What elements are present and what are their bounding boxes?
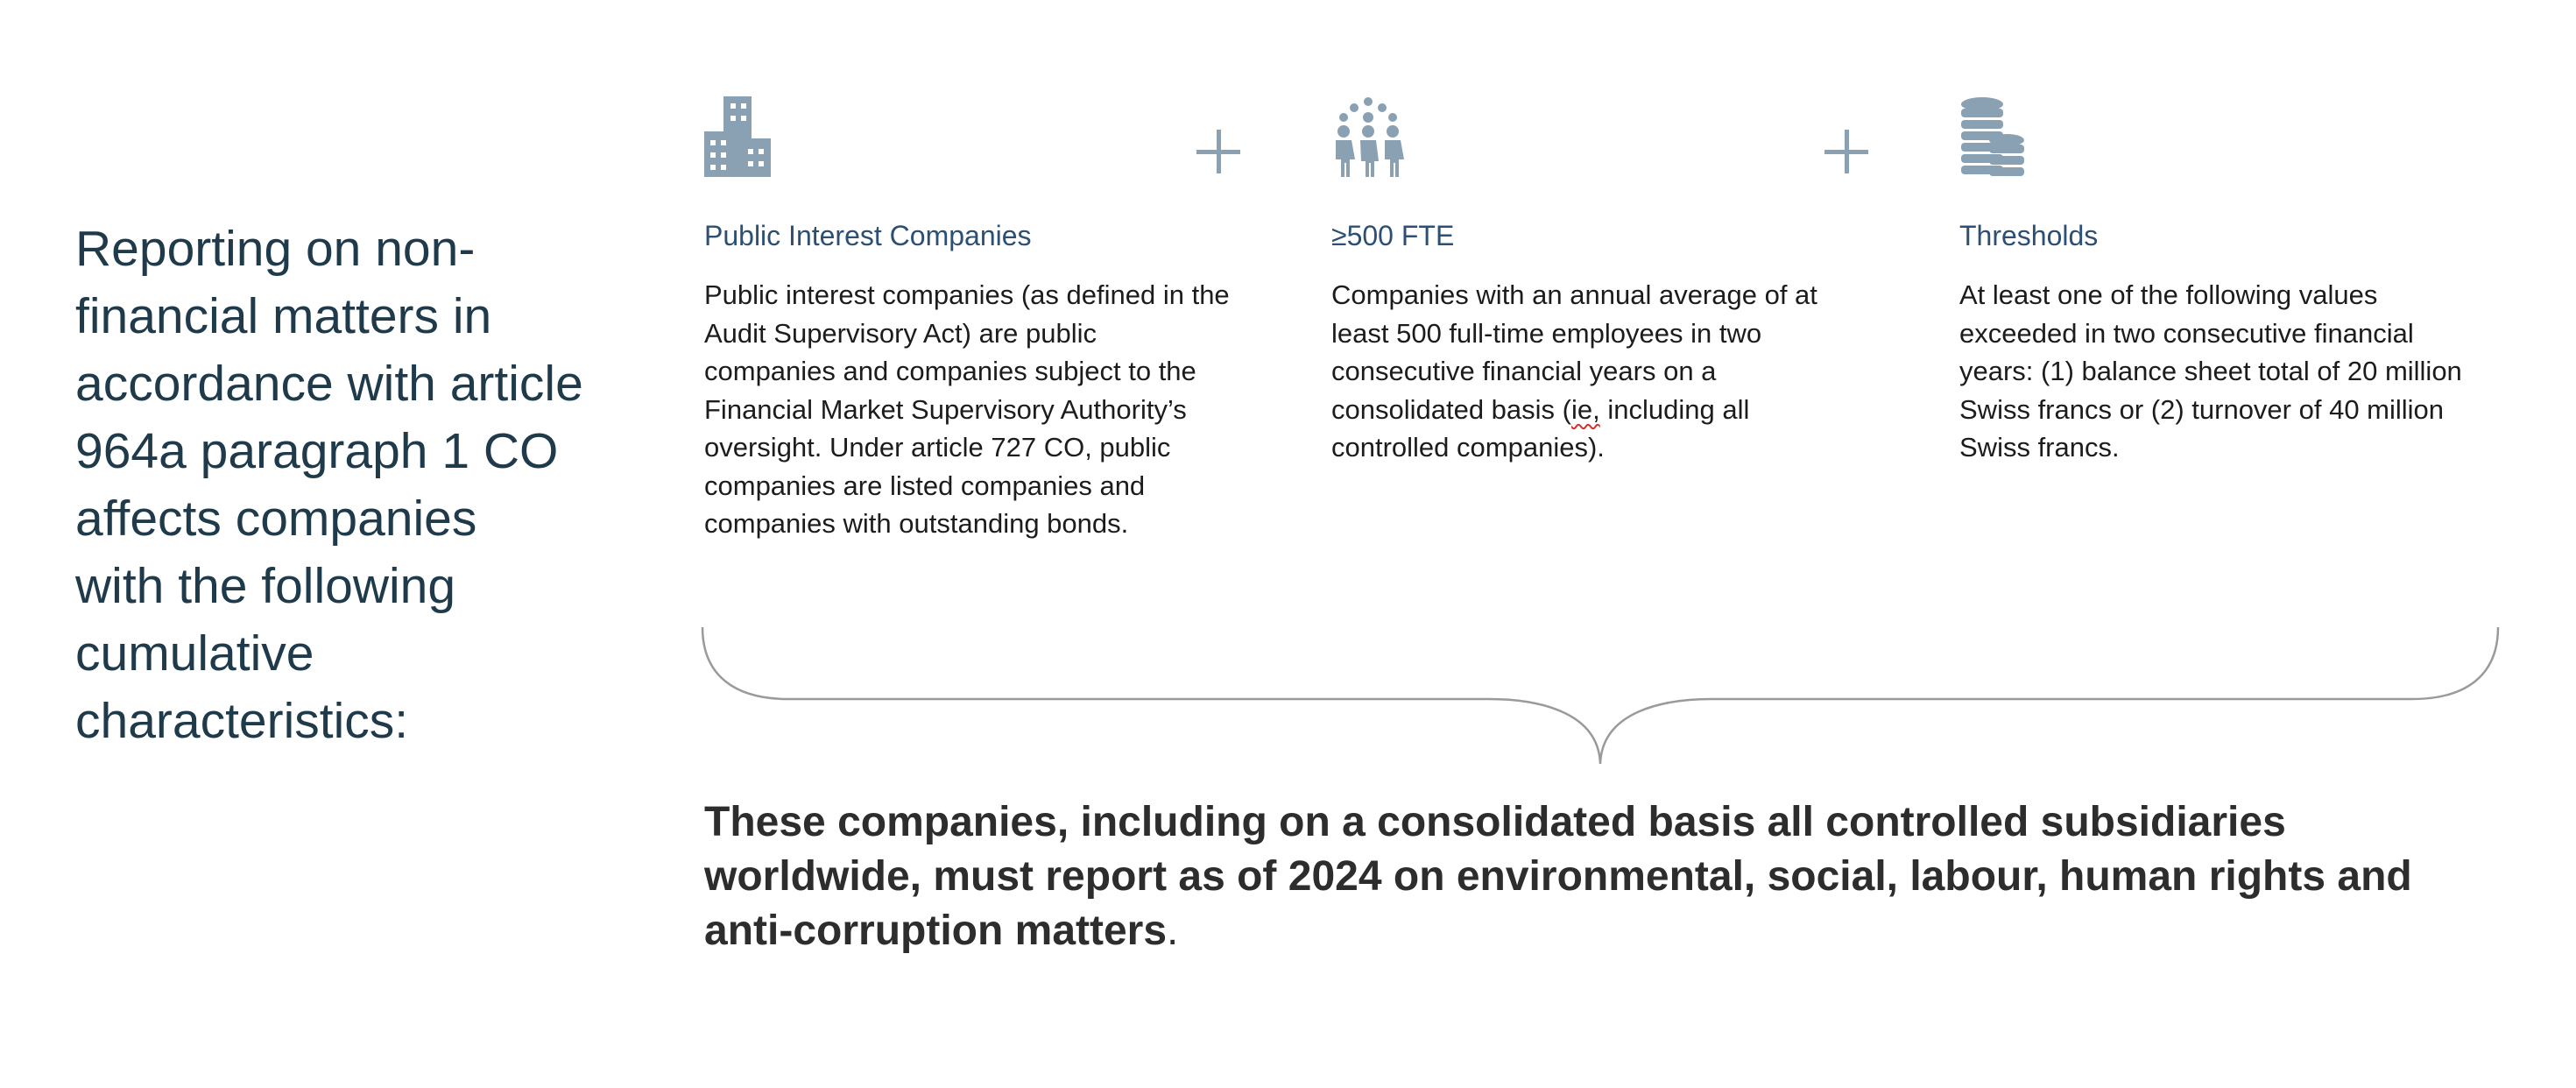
criterion-description	[1331, 276, 1857, 467]
criterion-title: Public Interest Companies	[704, 220, 1032, 251]
intro-line: Reporting on non-	[75, 221, 476, 277]
criterion-title: Thresholds	[1959, 220, 2099, 251]
conclusion-text: These companies, including on a consolidated basis all controlled subsidiaries worldwide, must report as of 2024 on environmental, social, labour, human rights and anti-corruption matters	[704, 799, 2412, 954]
coin-stack-icon	[1959, 96, 2485, 177]
criterion-fte	[1331, 96, 1857, 467]
description-text: including all controlled companies).	[1331, 393, 1750, 463]
building-icon	[704, 96, 1230, 177]
intro-line: with the following	[75, 558, 456, 614]
criterion-public-interest	[704, 96, 1230, 543]
criterion-title: ≥500 FTE	[1331, 220, 1455, 251]
intro-line: cumulative	[75, 625, 314, 682]
people-icon	[1331, 96, 1857, 177]
criterion-thresholds	[1959, 96, 2485, 467]
intro-line: 964a paragraph 1 CO	[75, 423, 559, 479]
intro-line: accordance with article	[75, 356, 583, 412]
intro-line: characteristics:	[75, 693, 409, 749]
criterion-description: At least one of the following values exceeded in two consecutive financial years: (1) balance sheet total of 20 million Swiss francs or (2) turnover of 40 million Swiss francs.	[1959, 279, 2462, 463]
intro-line: financial matters in	[75, 288, 492, 344]
conclusion-period: .	[1167, 908, 1179, 954]
curly-brace	[701, 624, 2500, 767]
description-text: Companies with an annual average of at least 500 full-time employees in two consecutive financial years on a consolidated basis (	[1331, 279, 1817, 425]
intro-line: affects companies	[75, 491, 477, 547]
conclusion-statement	[704, 795, 2491, 958]
criterion-description: Public interest companies (as defined in the Audit Supervisory Act) are public companies and companies subject to the Financial Market Supervisory Authority’s oversight. Under article 727 CO, public companies are listed companies and companies with outstanding bonds.	[704, 279, 1230, 539]
spellcheck-word: ie,	[1571, 393, 1600, 425]
plus-icon	[1824, 130, 1868, 173]
plus-icon	[1196, 130, 1240, 173]
intro-heading	[75, 215, 636, 755]
